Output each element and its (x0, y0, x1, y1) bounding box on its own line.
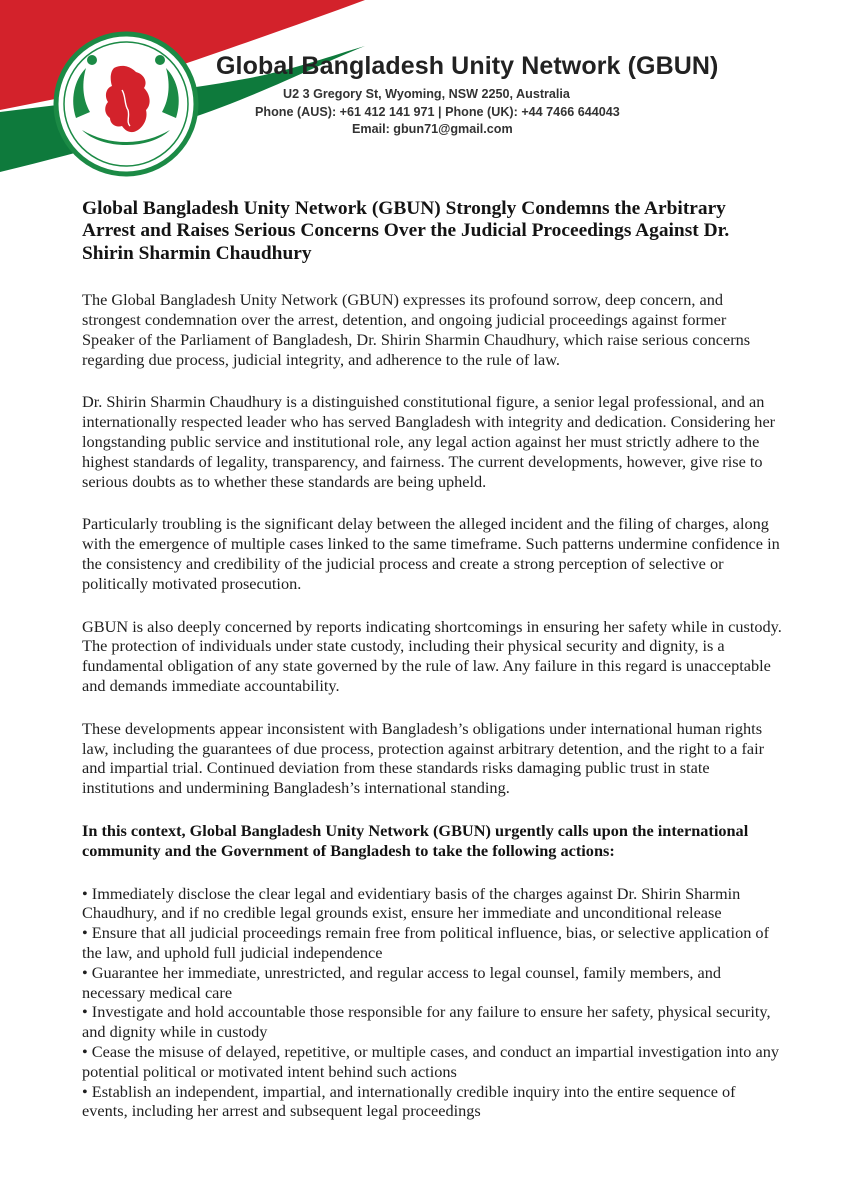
call-to-action-heading: In this context, Global Bangladesh Unity Network (GBUN) urgently calls upon the international community and the Government of Bangladesh to take the following actions: (82, 820, 749, 860)
organization-name: Global Bangladesh Unity Network (GBUN) (216, 52, 719, 80)
action-item: • Investigate and hold accountable those responsible for any failure to ensure her safety, physical security, and dignity while in custody (82, 1002, 771, 1042)
paragraph: GBUN is also deeply concerned by reports indicating shortcomings in ensuring her safety while in custody. The protection of individuals under state custody, including their physical security and dignity, is a fundamental obligation of any state governed by the rule of law. Any failure in this regard is unacceptable and demands immediate accountability. (82, 616, 782, 695)
letterhead (0, 0, 849, 180)
phone-line: Phone (AUS): +61 412 141 971 | Phone (UK): +44 7466 644043 (255, 104, 620, 119)
paragraph: These developments appear inconsistent with Bangladesh’s obligations under international human rights law, including the guarantees of due process, protection against arbitrary detention, and the right to a fair and impartial trial. Continued deviation from these standards risks damaging public trust in state institutions and undermining Bangladesh’s international standing. (82, 718, 765, 798)
action-item: • Guarantee her immediate, unrestricted, and regular access to legal counsel, family members, and necessary medical care (82, 962, 722, 1002)
paragraph: Particularly troubling is the significant delay between the alleged incident and the filing of charges, along with the emergence of multiple cases linked to the same timeframe. Such patterns undermine confidence in the consistency and credibility of the judicial process and create a strong perception of selective or politically motivated prosecution. (82, 514, 780, 593)
headline: Global Bangladesh Unity Network (GBUN) Strongly Condemns the Arbitrary Arrest and Raises Serious Concerns Over the Judicial Proceedings Against Dr. Shirin Sharmin Chaudhury (82, 198, 730, 264)
action-item: • Ensure that all judicial proceedings remain free from political influence, bias, or selective application of the law, and uphold full judicial independence (82, 923, 769, 962)
press-release-body (82, 198, 782, 1121)
action-item: • Immediately disclose the clear legal and evidentiary basis of the charges against Dr. Shirin Sharmin Chaudhury, and if no credible legal grounds exist, ensure her immediate and unconditional release (82, 883, 741, 923)
gbun-logo-icon (52, 30, 200, 178)
email-line: Email: gbun71@gmail.com (352, 122, 513, 136)
paragraph: Dr. Shirin Sharmin Chaudhury is a distinguished constitutional figure, a senior legal professional, and an internationally respected leader who has served Bangladesh with integrity and dedication. Considering her longstanding public service and institutional role, any legal action against her must strictly adhere to the highest standards of legality, transparency, and fairness. The current developments, however, give rise to serious doubts as to whether these standards are being upheld. (82, 392, 776, 491)
paragraph: The Global Bangladesh Unity Network (GBUN) expresses its profound sorrow, deep concern, and strongest condemnation over the arrest, detention, and ongoing judicial proceedings against former Speaker of the Parliament of Bangladesh, Dr. Shirin Sharmin Chaudhury, which raise serious concerns regarding due process, judicial integrity, and adherence to the rule of law. (82, 290, 751, 369)
action-item: • Cease the misuse of delayed, repetitive, or multiple cases, and conduct an impartial investigation into any potential political or motivated intent behind such actions (82, 1041, 780, 1081)
address-line: U2 3 Gregory St, Wyoming, NSW 2250, Australia (283, 87, 570, 101)
action-item: • Establish an independent, impartial, and internationally credible inquiry into the entire sequence of events, including her arrest and subsequent legal proceedings (82, 1081, 736, 1121)
actions-list (82, 884, 782, 1122)
